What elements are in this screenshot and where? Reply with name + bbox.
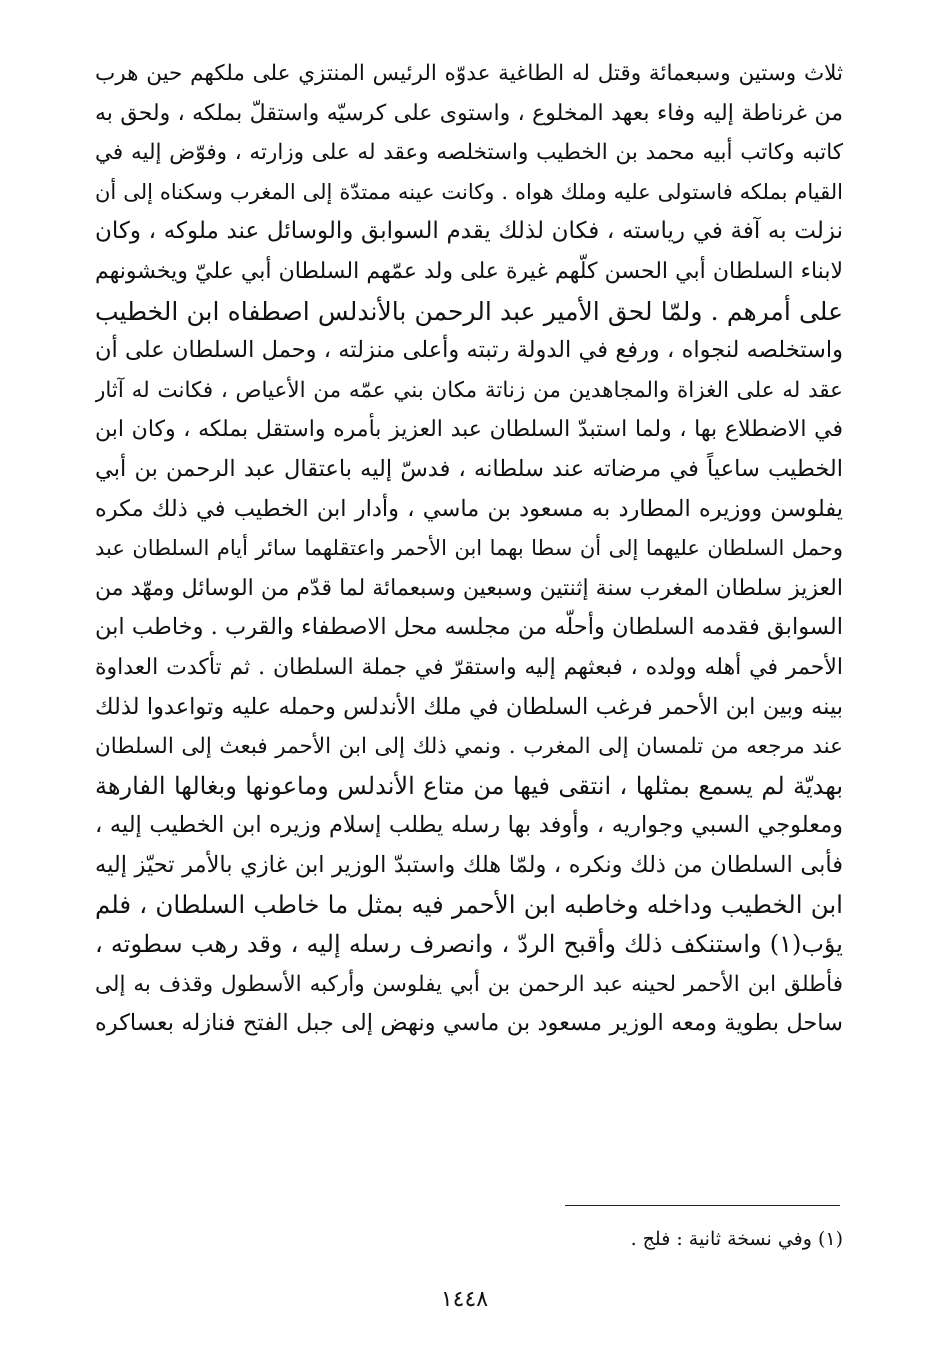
text-line: فأبى السلطان من ذلك ونكره ، ولمّا هلك واستبدّ الوزير ابن غازي بالأمر تحيّز إليه: [95, 851, 843, 878]
text-line: وحمل السلطان عليهما إلى أن سطا بهما ابن الأحمر واعتقلهما سائر أيام السلطان عبد: [95, 536, 843, 561]
text-line: في الاضطلاع بها ، ولما استبدّ السلطان عبد العزيز بأمره واستقل بملكه ، وكان ابن: [95, 417, 843, 443]
text-line: الأحمر في أهله وولده ، فبعثهم إليه واستقرّ في جملة السلطان . ثم تأكدت العداوة: [95, 654, 843, 680]
text-line: ثلاث وستين وسبعمائة وقتل له الطاغية عدوّه الرئيس المنتزي على ملكهم حين هرب: [95, 61, 843, 86]
text-line: الخطيب ساعياً في مرضاته عند سلطانه ، فدسّ إليه باعتقال عبد الرحمن بن أبي: [95, 455, 843, 482]
text-line: بينه وبين ابن الأحمر فرغب السلطان في ملك الأندلس وحمله عليه وتواعدوا لذلك: [95, 693, 843, 720]
text-line: كاتبه وكاتب أبيه محمد بن الخطيب واستخلصه وعقد له على وزارته ، وفوّض إليه في: [95, 140, 843, 166]
text-line: نزلت به آفة في رياسته ، فكان لذلك يقدم السوابق والوسائل عند ملوكه ، وكان: [95, 218, 843, 245]
text-line: فأطلق ابن الأحمر لحينه عبد الرحمن بن أبي يفلوسن وأركبه الأسطول وقذف به إلى: [95, 971, 843, 997]
text-line: يفلوسن ووزيره المطارد به مسعود بن ماسي ، وأدار ابن الخطيب في ذلك مكره: [95, 495, 843, 522]
text-line: من غرناطة إليه وفاء بعهد المخلوع ، واستوى على كرسيّه واستقلّ بملكه ، ولحق به: [95, 100, 843, 126]
text-line: القيام بملكه فاستولى عليه وملك هواه . وكانت عينه ممتدّة إلى المغرب وسكناه إلى أن: [95, 179, 843, 204]
footnote-divider: [565, 1205, 840, 1206]
body-text: [95, 54, 843, 1044]
text-line: عند مرجعه من تلمسان إلى المغرب . ونمي ذلك إلى ابن الأحمر فبعث إلى السلطان: [95, 734, 843, 760]
text-line: بهديّة لم يسمع بمثلها ، انتقى فيها من متاع الأندلس وماعونها وبغالها الفارهة: [95, 771, 843, 800]
page-number: ١٤٤٨: [440, 1287, 489, 1312]
text-line: واستخلصه لنجواه ، ورفع في الدولة رتبته وأعلى منزلته ، وحمل السلطان على أن: [95, 337, 843, 364]
text-line: عقد له على الغزاة والمجاهدين من زناتة مكان بني عمّه من الأعياص ، فكانت له آثار: [95, 377, 843, 403]
text-line: على أمرهم . ولمّا لحق الأمير عبد الرحمن بالأندلس اصطفاه ابن الخطيب: [95, 296, 843, 326]
text-line: ومعلوجي السبي وجواريه ، وأوفد بها رسله يطلب إسلام وزيره ابن الخطيب إليه ،: [95, 812, 843, 839]
text-line: ابن الخطيب وداخله وخاطبه ابن الأحمر فيه بمثل ما خاطب السلطان ، فلم: [95, 890, 843, 920]
footnote: (١) وفي نسخة ثانية : فلج .: [630, 1228, 843, 1250]
text-line: السوابق فقدمه السلطان وأحلّه من مجلسه محل الاصطفاء والقرب . وخاطب ابن: [95, 614, 843, 641]
text-line: العزيز سلطان المغرب سنة إثنتين وسبعين وسبعمائة لما قدّم من الوسائل ومهّد من: [95, 575, 843, 601]
text-line: يؤب(١) واستنكف ذلك وأقبح الردّ ، وانصرف رسله إليه ، وقد رهب سطوته ،: [95, 930, 843, 959]
text-line: ساحل بطوية ومعه الوزير مسعود بن ماسي ونهض إلى جبل الفتح فنازله بعساكره: [95, 1010, 843, 1037]
text-line: لابناء السلطان أبي الحسن كلّهم غيرة على ولد عمّهم السلطان أبي عليّ ويخشونهم: [95, 258, 843, 284]
